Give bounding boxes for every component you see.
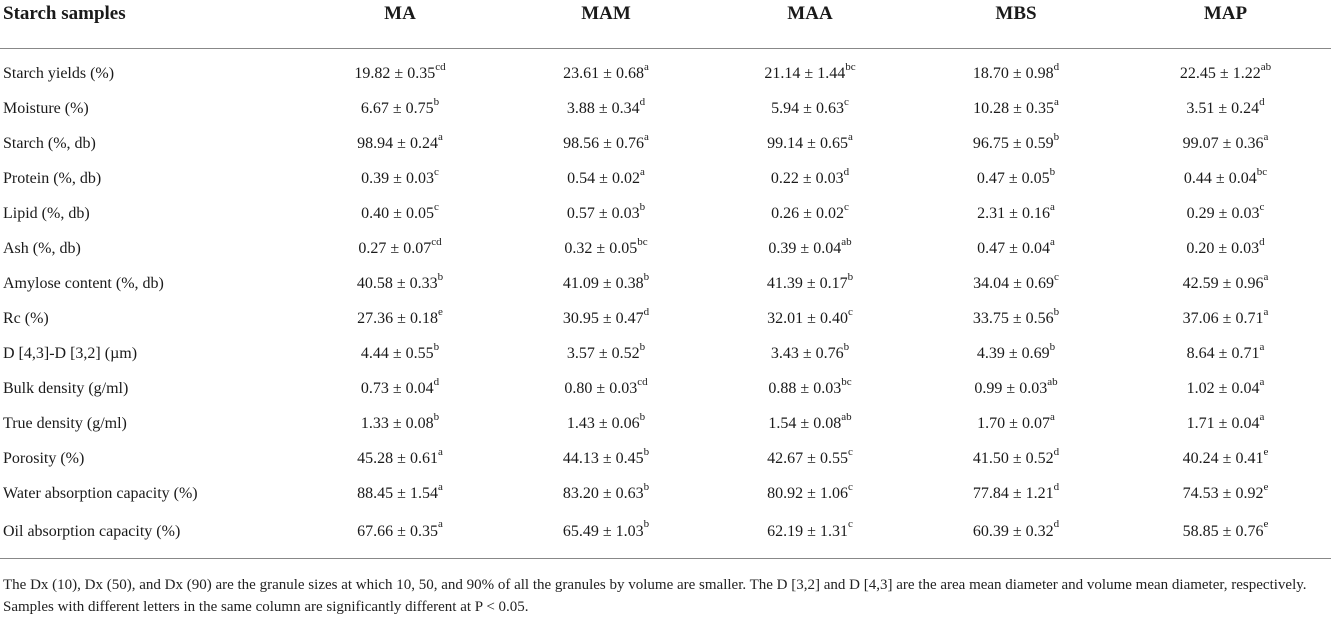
significance-letter: a [1263,270,1269,283]
table-cell [504,407,708,442]
cell-value: 33.75 ± 0.56 [972,310,1054,327]
row-label: Amylose content (%, db) [3,275,164,292]
table-cell [296,442,504,477]
cell-value: 37.06 ± 0.71 [1182,310,1264,327]
significance-letter: cd [435,60,446,73]
cell-value: 1.70 ± 0.07 [977,415,1050,432]
cell-value: 4.44 ± 0.55 [360,345,434,362]
cell-value: 0.47 ± 0.05 [976,170,1050,187]
table-cell [504,162,708,197]
significance-letter: b [643,518,650,531]
row-label: Protein (%, db) [3,170,102,187]
significance-letter: a [643,60,649,73]
header-row [0,0,1331,48]
table-cell [296,302,504,337]
row-label: Rc (%) [3,310,49,327]
cell-value: 5.94 ± 0.63 [771,100,844,117]
table-cell [708,162,912,197]
table-cell [1120,127,1331,162]
table-cell [296,267,504,302]
cell-value: 96.75 ± 0.59 [972,135,1054,152]
table-cell [504,48,708,92]
column-header-ma: MA [296,0,504,48]
table-cell [296,127,504,162]
significance-letter: a [1259,410,1265,423]
cell-value: 1.43 ± 0.06 [566,415,640,432]
significance-letter: b [643,445,650,458]
significance-letter: d [1259,235,1265,248]
cell-value: 0.44 ± 0.04 [1183,170,1257,187]
cell-value: 0.88 ± 0.03 [768,380,842,397]
cell-value: 4.39 ± 0.69 [976,345,1050,362]
table-cell [1120,442,1331,477]
table-cell [504,372,708,407]
cell-value: 42.67 ± 0.55 [767,450,848,467]
table-cell [708,267,912,302]
table-cell [1120,512,1331,559]
table-cell [912,407,1120,442]
significance-letter: ab [1047,375,1058,388]
table-cell [1120,372,1331,407]
cell-value: 45.28 ± 0.61 [357,450,438,467]
table-cell [912,232,1120,267]
table-row [0,302,1331,337]
table-row [0,442,1331,477]
table-row [0,232,1331,267]
significance-letter: d [1053,445,1060,458]
table-cell [296,92,504,127]
significance-letter: a [847,130,853,143]
table-cell [708,302,912,337]
table-cell [1120,162,1331,197]
significance-letter: b [639,200,646,213]
cell-value: 0.39 ± 0.04 [768,240,842,257]
table-footnote: The Dx (10), Dx (50), and Dx (90) are the granule sizes at which 10, 50, and 90% of all the granules by volume are smaller. The D [3,2] and D [4,3] are the area mean diameter and volume mean diameter, respectively. Samples with different letters in the same column are significantly different at P < 0.05. [3,577,1307,615]
table-cell [708,372,912,407]
significance-letter: a [437,480,443,493]
significance-letter: b [643,270,650,283]
column-header-mbs: MBS [912,0,1120,48]
cell-value: 44.13 ± 0.45 [562,450,644,467]
cell-value: 21.14 ± 1.44 [764,65,846,82]
row-label: Ash (%, db) [3,240,81,257]
row-label: Lipid (%, db) [3,205,90,222]
cell-value: 23.61 ± 0.68 [563,65,644,82]
significance-letter: c [847,518,853,531]
table-cell [504,477,708,512]
table-cell [912,127,1120,162]
cell-value: 0.40 ± 0.05 [361,205,434,222]
significance-letter: e [1263,518,1269,531]
significance-letter: b [847,270,854,283]
significance-letter: c [843,95,849,108]
significance-letter: a [1049,410,1055,423]
table-cell [296,162,504,197]
cell-value: 3.88 ± 0.34 [566,100,640,117]
table-row [0,407,1331,442]
table-row [0,512,1331,559]
cell-value: 40.58 ± 0.33 [356,275,438,292]
table-row [0,477,1331,512]
significance-letter: d [843,165,850,178]
cell-value: 18.70 ± 0.98 [972,65,1054,82]
table-cell [912,302,1120,337]
cell-value: 0.29 ± 0.03 [1186,205,1260,222]
table-cell [1120,267,1331,302]
cell-value: 3.57 ± 0.52 [566,345,640,362]
table-cell [708,48,912,92]
table-cell [912,337,1120,372]
cell-value: 1.02 ± 0.04 [1186,380,1260,397]
table-cell [296,48,504,92]
cell-value: 99.07 ± 0.36 [1182,135,1264,152]
significance-letter: b [437,270,444,283]
significance-letter: c [847,445,853,458]
significance-letter: b [433,95,440,108]
row-label: Bulk density (g/ml) [3,380,129,397]
row-label: Porosity (%) [3,450,85,467]
cell-value: 0.32 ± 0.05 [564,240,638,257]
significance-letter: ab [1260,60,1272,73]
cell-value: 74.53 ± 0.92 [1182,485,1264,502]
cell-value: 1.54 ± 0.08 [768,415,842,432]
table-cell [708,92,912,127]
significance-letter: a [1259,375,1265,388]
table-cell [504,337,708,372]
significance-letter: b [1049,340,1056,353]
cell-value: 34.04 ± 0.69 [973,275,1054,292]
significance-letter: bc [845,60,856,73]
significance-letter: c [1259,200,1265,213]
table-row [0,372,1331,407]
cell-value: 0.54 ± 0.02 [567,170,640,187]
significance-letter: b [1053,130,1060,143]
table-cell [708,197,912,232]
table-cell [708,477,912,512]
cell-value: 32.01 ± 0.40 [767,310,848,327]
table-cell [504,232,708,267]
cell-value: 0.99 ± 0.03 [974,380,1048,397]
cell-value: 99.14 ± 0.65 [767,135,848,152]
cell-value: 0.39 ± 0.03 [361,170,434,187]
significance-letter: c [433,200,439,213]
cell-value: 83.20 ± 0.63 [562,485,644,502]
table-cell [912,92,1120,127]
table-cell [708,232,912,267]
row-label: True density (g/ml) [3,415,127,432]
cell-value: 40.24 ± 0.41 [1182,450,1264,467]
table-cell [296,407,504,442]
cell-value: 1.71 ± 0.04 [1186,415,1260,432]
cell-value: 41.50 ± 0.52 [972,450,1054,467]
table-cell [1120,407,1331,442]
row-label: Water absorption capacity (%) [3,485,198,502]
significance-letter: a [1259,340,1265,353]
column-header-map: MAP [1120,0,1331,48]
table-row [0,337,1331,372]
cell-value: 1.33 ± 0.08 [360,415,434,432]
cell-value: 98.56 ± 0.76 [563,135,644,152]
significance-letter: a [1049,200,1055,213]
significance-letter: a [643,130,649,143]
significance-letter: bc [841,375,852,388]
table-row [0,92,1331,127]
cell-value: 58.85 ± 0.76 [1182,522,1264,540]
cell-value: 62.19 ± 1.31 [767,522,848,540]
significance-letter: a [1263,305,1269,318]
table-cell [1120,302,1331,337]
row-label: Starch yields (%) [3,65,115,82]
significance-letter: cd [637,375,648,388]
table-cell [708,127,912,162]
significance-letter: b [433,410,440,423]
significance-letter: ab [841,235,852,248]
significance-letter: d [1259,95,1265,108]
table-cell [708,337,912,372]
table-cell [912,442,1120,477]
significance-letter: e [437,305,443,318]
table-cell [1120,477,1331,512]
cell-value: 42.59 ± 0.96 [1182,275,1264,292]
cell-value: 65.49 ± 1.03 [562,522,644,540]
cell-value: 0.20 ± 0.03 [1186,240,1260,257]
cell-value: 60.39 ± 0.32 [972,522,1054,540]
cell-value: 0.80 ± 0.03 [564,380,638,397]
cell-value: 0.57 ± 0.03 [566,205,640,222]
table-cell [504,197,708,232]
table-cell [708,407,912,442]
row-label: D [4,3]-D [3,2] (µm) [3,345,138,362]
significance-letter: c [847,480,853,493]
significance-letter: b [639,340,646,353]
significance-letter: d [1053,518,1060,531]
table-cell [912,197,1120,232]
table-cell [1120,232,1331,267]
cell-value: 41.09 ± 0.38 [562,275,644,292]
table-cell [1120,92,1331,127]
significance-letter: c [1053,270,1059,283]
table-cell [296,512,504,559]
cell-value: 27.36 ± 0.18 [357,310,438,327]
significance-letter: a [1263,130,1269,143]
table-row [0,127,1331,162]
significance-letter: d [1053,60,1060,73]
table-cell [296,477,504,512]
cell-value: 77.84 ± 1.21 [972,485,1054,502]
significance-letter: b [1049,165,1056,178]
significance-letter: e [1263,480,1269,493]
cell-value: 67.66 ± 0.35 [357,522,438,540]
significance-letter: b [639,410,646,423]
cell-value: 19.82 ± 0.35 [354,65,436,82]
significance-letter: a [639,165,645,178]
cell-value: 30.95 ± 0.47 [562,310,644,327]
cell-value: 10.28 ± 0.35 [973,100,1054,117]
cell-value: 0.26 ± 0.02 [771,205,844,222]
significance-letter: a [1053,95,1059,108]
table-cell [296,197,504,232]
table-cell [708,512,912,559]
table-cell [1120,48,1331,92]
significance-letter: b [1053,305,1060,318]
cell-value: 41.39 ± 0.17 [766,275,848,292]
significance-letter: e [1263,445,1269,458]
significance-letter: a [437,518,443,531]
table-cell [504,127,708,162]
significance-letter: b [643,480,650,493]
table-row [0,267,1331,302]
significance-letter: a [437,130,443,143]
table-row [0,162,1331,197]
cell-value: 3.43 ± 0.76 [770,345,844,362]
table-cell [504,302,708,337]
significance-letter: ab [841,410,852,423]
table-cell [1120,337,1331,372]
column-header-maa: MAA [708,0,912,48]
table-cell [504,442,708,477]
significance-letter: d [1053,480,1060,493]
table-cell [1120,197,1331,232]
cell-value: 88.45 ± 1.54 [357,485,438,502]
table-cell [912,512,1120,559]
significance-letter: c [847,305,853,318]
row-label: Starch (%, db) [3,135,96,152]
cell-value: 3.51 ± 0.24 [1186,100,1260,117]
row-label: Moisture (%) [3,100,89,117]
table-cell [296,372,504,407]
table-row [0,197,1331,232]
significance-letter: c [433,165,439,178]
column-header-starch-samples: Starch samples [0,0,296,48]
table-cell [504,267,708,302]
table-cell [912,372,1120,407]
significance-letter: a [437,445,443,458]
table-cell [912,477,1120,512]
cell-value: 80.92 ± 1.06 [767,485,848,502]
significance-letter: d [433,375,440,388]
significance-letter: a [1049,235,1055,248]
cell-value: 22.45 ± 1.22 [1179,65,1261,82]
cell-value: 0.47 ± 0.04 [977,240,1050,257]
cell-value: 2.31 ± 0.16 [977,205,1050,222]
cell-value: 0.27 ± 0.07 [358,240,432,257]
table-cell [912,48,1120,92]
significance-letter: cd [431,235,442,248]
significance-letter: d [639,95,646,108]
significance-letter: b [433,340,440,353]
cell-value: 0.73 ± 0.04 [360,380,434,397]
table-row [0,48,1331,92]
significance-letter: bc [1256,165,1268,178]
table-cell [504,92,708,127]
table-cell [708,442,912,477]
table-cell [504,512,708,559]
row-label: Oil absorption capacity (%) [0,512,296,559]
table-cell [296,337,504,372]
significance-letter: b [843,340,850,353]
significance-letter: bc [637,235,648,248]
column-header-mam: MAM [504,0,708,48]
table-body [0,48,1331,558]
cell-value: 98.94 ± 0.24 [357,135,438,152]
significance-letter: d [643,305,650,318]
cell-value: 6.67 ± 0.75 [360,100,434,117]
cell-value: 0.22 ± 0.03 [770,170,844,187]
table-cell [296,232,504,267]
table-cell [912,267,1120,302]
table-cell [912,162,1120,197]
significance-letter: c [843,200,849,213]
cell-value: 8.64 ± 0.71 [1186,345,1260,362]
